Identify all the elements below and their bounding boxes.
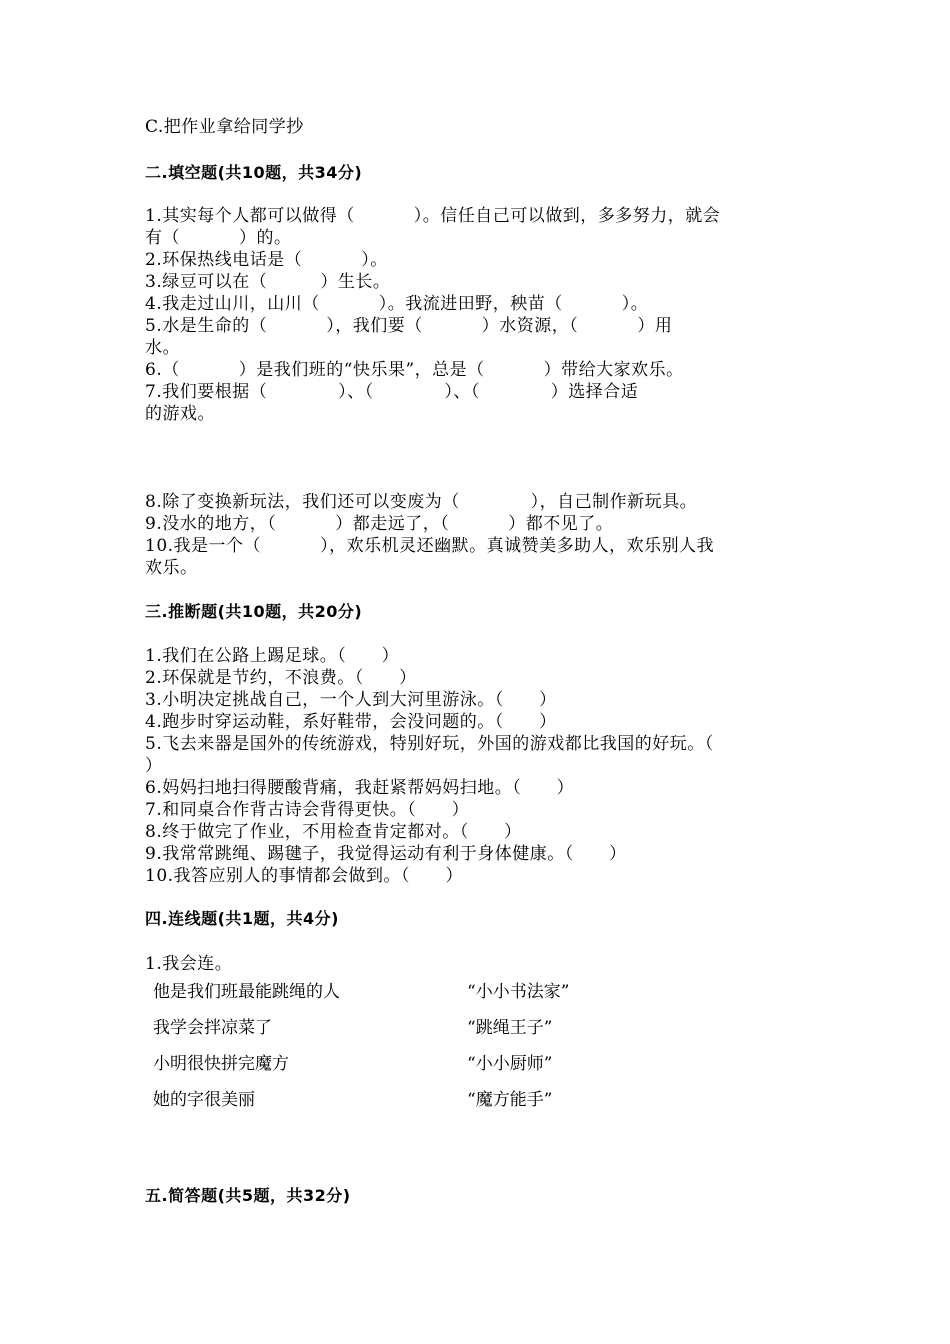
fill-section-title: 二.填空题(共10题，共34分) <box>145 163 363 182</box>
fill-q6: 6.（ ）是我们班的“快乐果”，总是（ ）带给大家欢乐。 <box>145 360 684 380</box>
match-left-item[interactable]: 我学会拌凉菜了 <box>153 1018 272 1038</box>
match-left-item[interactable]: 她的字很美丽 <box>153 1090 255 1110</box>
match-left-item[interactable]: 小明很快拼完魔方 <box>153 1054 289 1074</box>
fill-q8: 8.除了变换新玩法，我们还可以变废为（ ），自己制作新玩具。 <box>145 492 698 512</box>
fill-q3: 3.绿豆可以在（ ）生长。 <box>145 272 391 292</box>
judge-q7: 7.和同桌合作背古诗会背得更快。（ ） <box>145 800 470 820</box>
judge-q9: 9.我常常跳绳、踢毽子，我觉得运动有利于身体健康。（ ） <box>145 844 627 864</box>
fill-q9: 9.没水的地方，（ ）都走远了，（ ）都不见了。 <box>145 514 614 534</box>
judge-q8: 8.终于做完了作业，不用检查肯定都对。（ ） <box>145 822 522 842</box>
fill-q1-line1: 1.其实每个人都可以做得（ ）。信任自己可以做到，多多努力，就会 <box>145 206 721 226</box>
judge-q3: 3.小明决定挑战自己，一个人到大河里游泳。（ ） <box>145 690 557 710</box>
fill-q4: 4.我走过山川，山川（ ）。我流进田野，秧苗（ ）。 <box>145 294 649 314</box>
judge-q1: 1.我们在公路上踢足球。（ ） <box>145 646 400 666</box>
judge-q2: 2.环保就是节约，不浪费。（ ） <box>145 668 417 688</box>
fill-q1-line2: 有（ ）的。 <box>145 228 292 248</box>
judge-q5-line2: ） <box>145 756 163 776</box>
fill-q10-line1: 10.我是一个（ ），欢乐机灵还幽默。真诚赞美多助人，欢乐别人我 <box>145 536 715 556</box>
judge-q10: 10.我答应别人的事情都会做到。（ ） <box>145 866 463 886</box>
option-c: C.把作业拿给同学抄 <box>145 117 304 137</box>
match-right-item[interactable]: “跳绳王子” <box>467 1018 553 1038</box>
match-right-item[interactable]: “小小书法家” <box>467 982 570 1002</box>
fill-q2: 2.环保热线电话是（ ）。 <box>145 250 388 270</box>
match-right-item[interactable]: “魔方能手” <box>467 1090 553 1110</box>
judge-q5-line1: 5.飞去来器是国外的传统游戏，特别好玩，外国的游戏都比我国的好玩。（ <box>145 734 714 754</box>
short-section-title: 五.简答题(共5题，共32分) <box>145 1186 351 1205</box>
fill-q5-line1: 5.水是生命的（ ），我们要（ ）水资源，（ ）用 <box>145 316 673 336</box>
match-prompt: 1.我会连。 <box>145 954 233 974</box>
match-left-item[interactable]: 他是我们班最能跳绳的人 <box>153 982 340 1002</box>
judge-section-title: 三.推断题(共10题，共20分) <box>145 602 363 621</box>
fill-q5-line2: 水。 <box>145 338 180 358</box>
fill-q7-line1: 7.我们要根据（ ）、（ ）、（ ）选择合适 <box>145 382 639 402</box>
match-section-title: 四.连线题(共1题，共4分) <box>145 909 339 928</box>
judge-q6: 6.妈妈扫地扫得腰酸背痛，我赶紧帮妈妈扫地。（ ） <box>145 778 575 798</box>
match-right-item[interactable]: “小小厨师” <box>467 1054 553 1074</box>
fill-q7-line2: 的游戏。 <box>145 404 215 424</box>
judge-q4: 4.跑步时穿运动鞋，系好鞋带，会没问题的。（ ） <box>145 712 557 732</box>
fill-q10-line2: 欢乐。 <box>145 558 198 578</box>
